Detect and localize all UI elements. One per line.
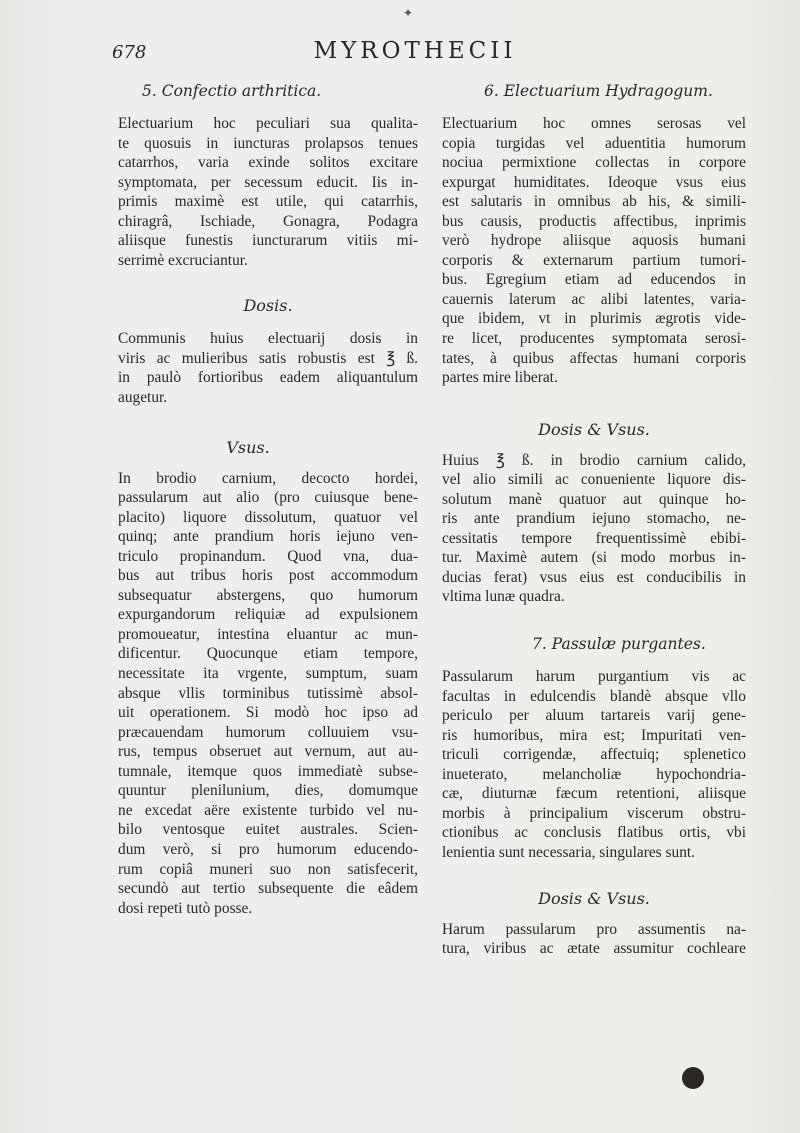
- text-line: præcauendam humorum colluuiem vsu-: [118, 723, 418, 741]
- text-line: quinq; ante prandium horis iejuno ven-: [118, 528, 418, 546]
- text-line: rus, tempus obseruet aut vernum, aut au-: [118, 743, 418, 761]
- text-line: est salutaris in omnibus ab his, & simili-: [442, 193, 746, 211]
- text-line: necessitate ita vrgente, sumptum, suam: [118, 665, 418, 683]
- text-line: nociua permixtione collectas in corpore: [442, 154, 746, 172]
- text-line: partes mire liberat.: [442, 369, 558, 387]
- text-line: viris ac mulieribus satis robustis est ℥ ß.: [118, 349, 418, 367]
- text-line: tura, viribus ac ætate assumitur cochleare: [442, 940, 746, 958]
- section-title-hydragogum: 6. Electuarium Hydragogum.: [484, 82, 713, 100]
- intro-paragraph: [118, 114, 418, 270]
- text-line: tumnale, itemque quos immediatè subse-: [118, 762, 418, 780]
- text-line: Electuarium hoc peculiari sua qualita-: [118, 115, 418, 132]
- text-line: catarrhos, varia exinde solitos excitare: [118, 154, 418, 172]
- text-line: quuntur plenilunium, dies, domumque: [118, 782, 418, 800]
- text-line: In brodio carnium, decocto hordei,: [118, 469, 418, 487]
- text-line: primis maximè est utile, qui catarrhis,: [118, 193, 418, 211]
- text-line: placito) liquore dissolutum, quatuor vel: [118, 508, 418, 526]
- text-line: bus causis, productis affectibus, inprimis: [442, 212, 746, 230]
- text-line: vltima lunæ quadra.: [442, 588, 565, 606]
- text-line: symptomata, per secessum educit. Iis in-: [118, 173, 418, 191]
- text-line: ctionibus ac conclusis flatibus ortis, vbi: [442, 824, 746, 842]
- passulae-dose-paragraph: [442, 920, 746, 959]
- section-title-confectio: 5. Confectio arthritica.: [142, 82, 322, 100]
- text-line: inueterato, melancholiæ hypochondria-: [442, 765, 746, 783]
- right-column: [442, 82, 746, 959]
- text-line: augetur.: [118, 389, 168, 407]
- text-line: rum copiâ muneri suo non satisfecerit,: [118, 860, 418, 878]
- text-line: expurgat humiditates. Ideoque vsus eius: [442, 173, 746, 191]
- text-line: ne excedat aëre existente turbido vel nu-: [118, 801, 418, 819]
- text-line: Huius ℥ ß. in brodio carnium calido,: [442, 451, 746, 469]
- dose-usus-heading: Dosis & Vsus.: [538, 419, 650, 439]
- text-line: ris ante prandium iejuno stomacho, ne-: [442, 510, 746, 528]
- text-line: serrimè excruciantur.: [118, 251, 248, 269]
- left-column: [118, 82, 418, 918]
- usus-paragraph: [118, 469, 418, 919]
- text-line: Communis huius electuarij dosis in: [118, 330, 418, 348]
- text-line: corporis & externarum partium tumori-: [442, 251, 746, 269]
- text-line: Passularum harum purgantium vis ac: [442, 668, 746, 686]
- passulae-paragraph: [442, 667, 746, 862]
- text-line: ris humoribus, mira est; Impuritati ven-: [442, 726, 746, 744]
- page-number: 678: [112, 42, 147, 63]
- text-line: subsequatur abstergens, quo humorum: [118, 586, 418, 604]
- dose-paragraph: [442, 451, 746, 607]
- text-line: chiragrâ, Ischiade, Gonagra, Podagra: [118, 212, 418, 230]
- dose-heading: Dosis.: [243, 296, 293, 316]
- text-line: triculi corrigendæ, affectuiq; splenetico: [442, 746, 746, 764]
- text-line: ducias ferat) vsus eius est conducibilis in: [442, 568, 746, 586]
- text-line: uit operationem. Si modò hoc ipso ad: [118, 704, 418, 722]
- text-line: Electuarium hoc omnes serosas vel: [442, 115, 746, 132]
- text-line: facultas in edulcendis blandè absque vllo: [442, 687, 746, 705]
- text-line: cessitatis tempore frequentissimè ebibi-: [442, 529, 746, 547]
- text-line: re licet, producentes symptomata serosi-: [442, 330, 746, 348]
- text-line: cauernis laterum ac alibi latentes, varia-: [442, 290, 746, 308]
- text-line: triculo propinandum. Quod vna, dua-: [118, 547, 418, 565]
- text-line: tur. Maximè autem (si modo morbus in-: [442, 549, 746, 567]
- text-line: cæ, diuturnæ fæcum retentioni, aliisque: [442, 785, 746, 803]
- ink-speck-icon: ✦: [403, 6, 414, 20]
- text-line: verò hydrope aliisque aquosis humani: [442, 232, 746, 250]
- usus-heading: Vsus.: [226, 437, 270, 457]
- text-line: in paulò fortioribus eadem aliquantulum: [118, 369, 418, 387]
- ink-blot-icon: [682, 1067, 704, 1089]
- text-line: bilo ventosque euitet australes. Scien-: [118, 821, 418, 839]
- text-line: morbis à principalium viscerum obstru-: [442, 804, 746, 822]
- section-title-passulae: 7. Passulæ purgantes.: [532, 635, 706, 654]
- text-line: copia turgidas vel aduentitia humorum: [442, 134, 746, 152]
- dose-usus-heading-2: Dosis & Vsus.: [538, 888, 650, 908]
- text-line: dum verò, si pro humorum educendo-: [118, 840, 418, 858]
- intro-paragraph: [442, 114, 746, 388]
- text-line: te quosuis in iuncturas prolapsos tenues: [118, 134, 418, 152]
- text-line: periculo per aluum tartareis varij gene-: [442, 707, 746, 725]
- running-title: MYROTHECII: [313, 38, 517, 64]
- text-line: tates, à quibus affectas humani corporis: [442, 349, 746, 367]
- text-line: passularum aut alio (pro cuiusque bene-: [118, 489, 418, 507]
- text-line: expurgandorum reliquiæ ad expulsionem: [118, 606, 418, 624]
- text-line: absque vllis torminibus tutissimè absol-: [118, 684, 418, 702]
- dose-paragraph: [118, 329, 418, 407]
- text-line: bus. Egregium etiam ad educendos in: [442, 271, 746, 289]
- text-line: lenientia sunt necessaria, singulares sunt.: [442, 843, 696, 861]
- text-line: bus aut tribus horis post accommodum: [118, 567, 418, 585]
- text-line: promoueatur, intestina eluantur ac mun-: [118, 625, 418, 643]
- text-line: que ibidem, vt in plurimis ægrotis vide-: [442, 310, 746, 328]
- text-line: vel alio simili ac conueniente liquore dis-: [442, 471, 746, 489]
- text-line: dosi repeti tutò posse.: [118, 899, 253, 917]
- text-line: aliisque funestis iuncturarum vitiis mi-: [118, 232, 418, 250]
- text-line: dificentur. Quocunque etiam tempore,: [118, 645, 418, 663]
- text-line: Harum passularum pro assumentis na-: [442, 920, 746, 938]
- text-line: secundò aut tertio subsequente die eâdem: [118, 880, 418, 898]
- text-line: solutum manè quatuor aut quinque ho-: [442, 490, 746, 508]
